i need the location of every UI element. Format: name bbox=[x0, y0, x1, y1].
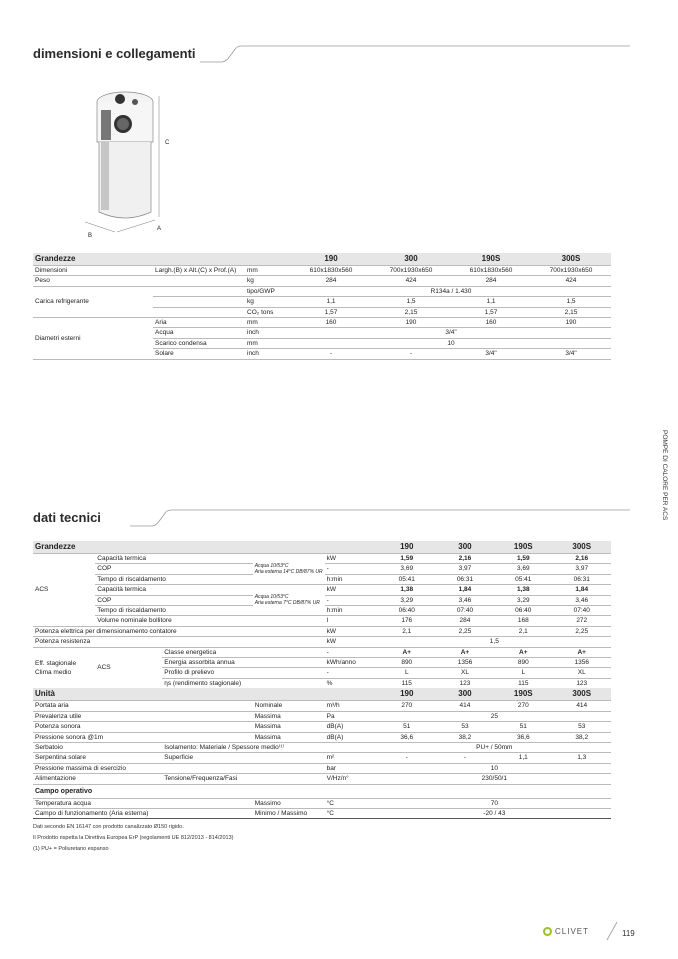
table-row: Diametri esterni Aria mm 160 190 160 190 bbox=[33, 318, 611, 328]
table-row: Solare inch - - 3/4" 3/4" bbox=[33, 349, 611, 359]
brand-logo bbox=[543, 927, 589, 936]
condition-1b: Aria esterna 14°C DB/87% UR bbox=[254, 569, 323, 576]
model-300s: 300S bbox=[561, 254, 581, 263]
side-label: POMPE DI CALORE PER ACS bbox=[661, 430, 668, 521]
table-row: Potenza resistenza kW 1,5 bbox=[33, 637, 611, 647]
model-300: 300 bbox=[404, 254, 418, 263]
table-row: Acqua inch 3/4" bbox=[33, 328, 611, 338]
title-rule-2 bbox=[130, 508, 630, 528]
table-row: Campo di funzionamento (Aria esterna) Minimo / Massimo °C -20 / 43 bbox=[33, 808, 611, 818]
table-row: Volume nominale bollitore l 176 284 168 272 bbox=[33, 616, 611, 626]
footer-slash bbox=[605, 920, 619, 942]
table-row: Potenza sonora Massima dB(A) 51 53 51 53 bbox=[33, 722, 611, 732]
table-row: Portata aria Nominale m³/h 270 414 270 414 bbox=[33, 701, 611, 711]
note-1: Dati secondo EN 16147 con prodotto canalizzato Ø150 rigido. bbox=[33, 824, 184, 830]
table-row: Potenza elettrica per dimensionamento contatore kW 2,1 2,25 2,1 2,25 bbox=[33, 626, 611, 636]
table-row: Prevalenza utile Massima Pa 25 bbox=[33, 711, 611, 721]
table-row: Serbatoio Isolamento: Materiale / Spessore medio⁽¹⁾ PU+ / 50mm bbox=[33, 742, 611, 752]
table-row: ηs (rendimento stagionale) % 115 123 115 123 bbox=[33, 678, 611, 688]
table-row: COP - 3,69 3,97 3,69 3,97 bbox=[33, 564, 611, 574]
condition-2: Acqua 10/53°C bbox=[254, 594, 289, 601]
dim-label-a: A bbox=[157, 226, 162, 232]
title-rule-1 bbox=[200, 44, 630, 64]
dimensions-table bbox=[33, 253, 611, 360]
table-row: Serpentina solare Superficie m² - - 1,1 1,3 bbox=[33, 753, 611, 763]
note-3: (1) PU+ = Poliuretano espanso bbox=[33, 846, 109, 852]
model-190s: 190S bbox=[481, 254, 501, 263]
brand-name: CLIVET bbox=[555, 927, 590, 936]
table-row: Tempo di riscaldamento h:min 05:41 06:31 05:41 06:31 bbox=[33, 574, 611, 584]
eff-group-1: Eff. stagionale bbox=[35, 659, 77, 667]
note-2: Il Prodotto rispetta la Direttiva Europea ErP (regolamenti UE 812/2013 - 814/2013) bbox=[33, 835, 234, 841]
heat-pump-drawing bbox=[75, 82, 195, 242]
table-row: Dimensioni Largh.(B) x Alt.(C) x Prof.(A) mm 610x1830x560 700x1930x650 610x1830x560 700x1930x650 bbox=[33, 266, 611, 276]
condition-1: Acqua 10/53°C bbox=[254, 563, 289, 570]
technical-header-row: Grandezze 190 300 190S 300S bbox=[33, 541, 611, 554]
table-row: Pressione sonora @1m Massima dB(A) 36,6 38,2 36,6 38,2 bbox=[33, 732, 611, 742]
section-title-dimensions: dimensioni e collegamenti bbox=[33, 46, 196, 61]
notes bbox=[33, 822, 233, 855]
section-title-technical: dati tecnici bbox=[33, 510, 101, 525]
table-row: kg 1,1 1,5 1,1 1,5 bbox=[33, 297, 611, 307]
header-label: Grandezze bbox=[35, 254, 76, 263]
page-number: 119 bbox=[622, 929, 635, 938]
dim-label-b: B bbox=[88, 233, 93, 239]
table-row: Scarico condensa mm 10 bbox=[33, 338, 611, 348]
table-row: Alimentazione Tensione/Frequenza/Fasi V/Hz/n° 230/50/1 bbox=[33, 774, 611, 784]
table-row: Capacità termica Acqua 10/53°C Aria esterna 7°C DB/87% UR kW 1,38 1,84 1,38 1,84 bbox=[33, 585, 611, 595]
technical-table bbox=[33, 541, 611, 819]
table-row: CO₂ tons 1,57 2,15 1,57 2,15 bbox=[33, 307, 611, 317]
table-row: Peso kg 284 424 284 424 bbox=[33, 276, 611, 286]
table-row: Eff. stagionale Clima medio ACS Classe energetica - A+ A+ A+ A+ bbox=[33, 647, 611, 657]
campo-title-row: Campo operativo bbox=[33, 784, 611, 798]
eff-group-2: Clima medio bbox=[35, 668, 72, 676]
table-row: Tempo di riscaldamento h:min 06:40 07:40 06:40 07:40 bbox=[33, 606, 611, 616]
dimensions-header-row bbox=[33, 253, 611, 266]
condition-2b: Aria esterna 7°C DB/87% UR bbox=[254, 600, 320, 607]
table-row: Carica refrigerante tipo/GWP R134a / 1.430 bbox=[33, 286, 611, 296]
table-row: Pressione massima di esercizio bar 10 bbox=[33, 763, 611, 773]
unita-header-row: Unità 190 300 190S 300S bbox=[33, 688, 611, 701]
table-row: Profilo di prelievo - L XL L XL bbox=[33, 668, 611, 678]
table-row: Temperatura acqua Massimo °C 70 bbox=[33, 798, 611, 808]
dim-label-c: C bbox=[165, 140, 170, 146]
table-row: COP - 3,29 3,46 3,29 3,46 bbox=[33, 595, 611, 605]
table-row: ACS Capacità termica Acqua 10/53°C Aria esterna 14°C DB/87% UR kW 1,59 2,16 1,59 2,16 bbox=[33, 554, 611, 564]
clivet-logo-icon bbox=[543, 927, 552, 936]
table-row: Energia assorbita annua kWh/anno 890 1356 890 1356 bbox=[33, 658, 611, 668]
model-190: 190 bbox=[324, 254, 338, 263]
